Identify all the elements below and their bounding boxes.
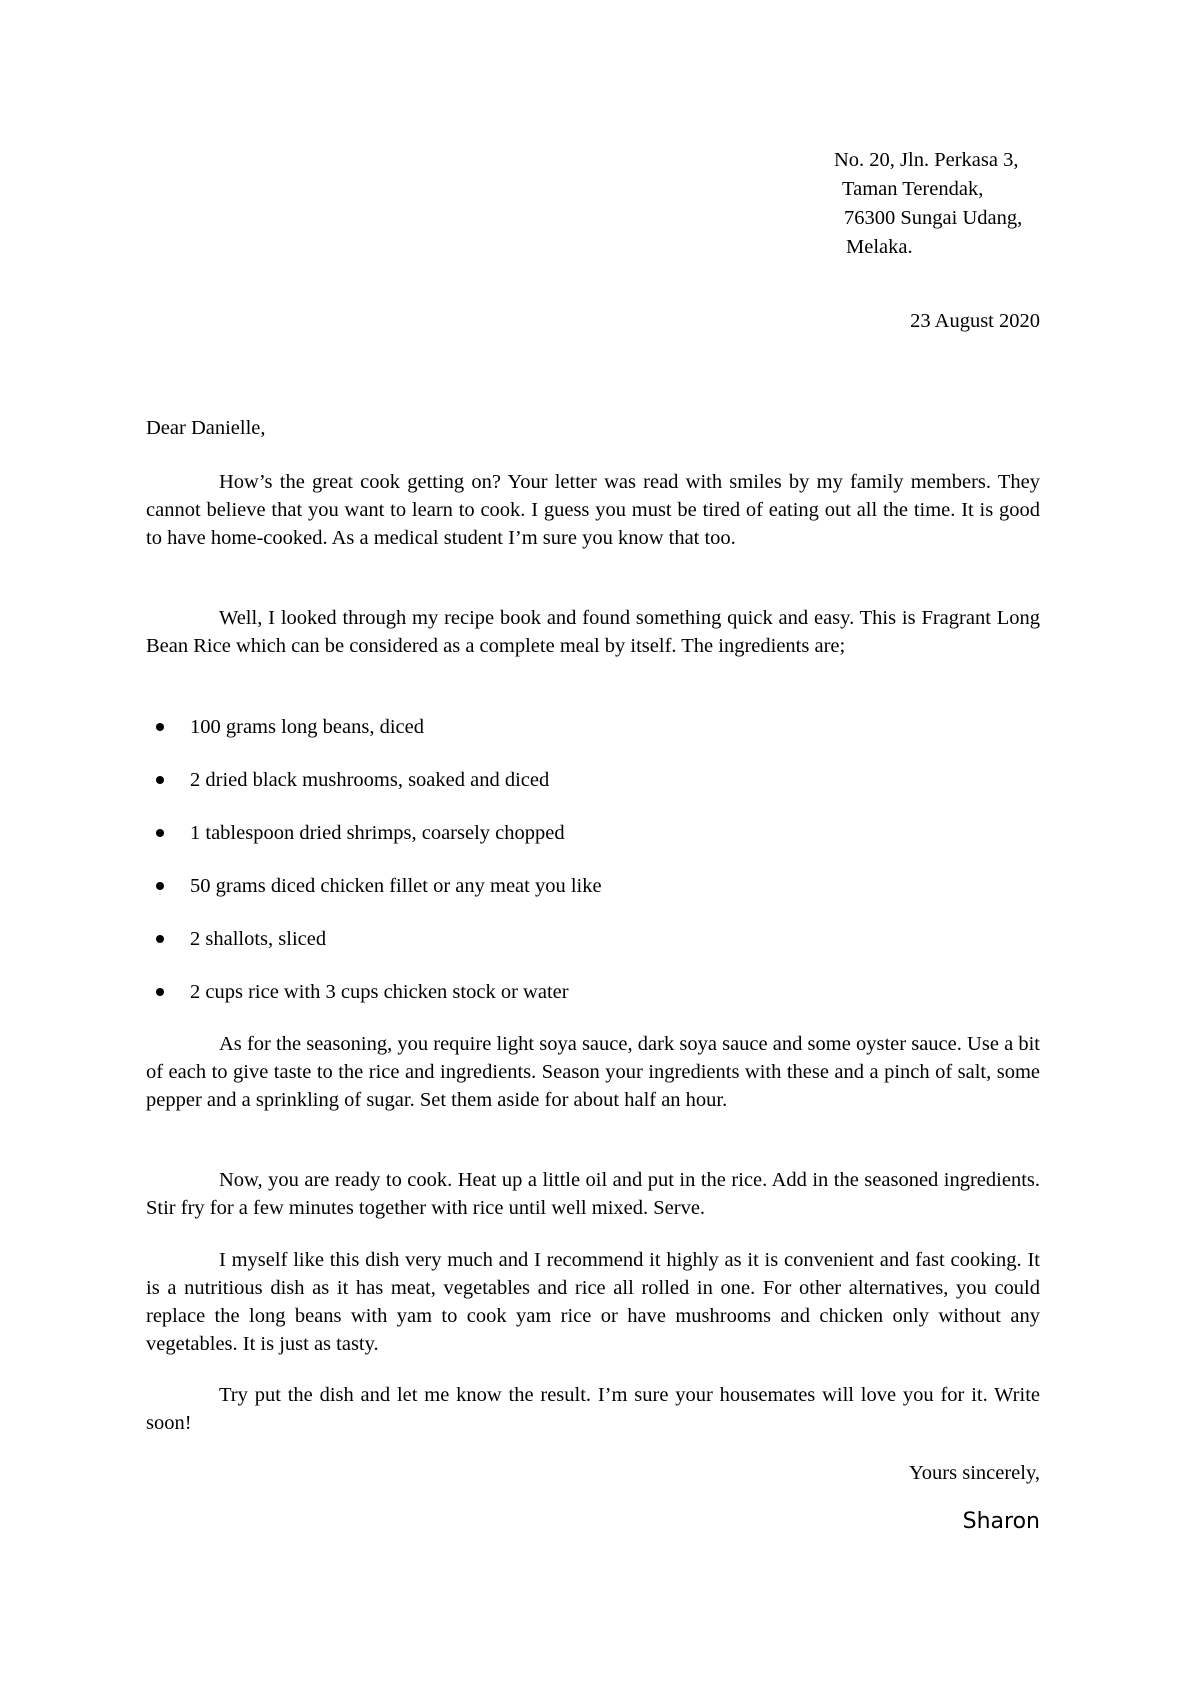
closing: Yours sincerely, — [909, 1462, 1040, 1484]
list-item — [146, 925, 1040, 978]
paragraph — [146, 1030, 1040, 1114]
list-item — [146, 766, 1040, 819]
ingredient-text: 50 grams diced chicken fillet or any meat you like — [190, 875, 602, 897]
bullet-icon — [156, 935, 164, 943]
ingredient-text: 2 cups rice with 3 cups chicken stock or water — [190, 981, 569, 1003]
ingredient-text: 2 dried black mushrooms, soaked and diced — [190, 769, 550, 791]
paragraph-text: I myself like this dish very much and I recommend it highly as it is convenient and fast cooking. It is a nutritious dish as it has meat, vegetables and rice all rolled in one. For other alternatives, you could replace the long beans with yam to cook yam rice or have mushrooms and chicken only without any vegetables. It is just as tasty. — [146, 1249, 1040, 1355]
paragraph-text: Now, you are ready to cook. Heat up a little oil and put in the rice. Add in the seasoned ingredients. Stir fry for a few minutes together with rice until well mixed. Serve. — [146, 1169, 1040, 1219]
list-item — [146, 978, 1040, 1031]
paragraph-text: As for the seasoning, you require light soya sauce, dark soya sauce and some oyster sauce. Use a bit of each to give taste to the rice and ingredients. Season your ingredients with these and a pinch of salt, some pepper and a sprinkling of sugar. Set them aside for about half an hour. — [146, 1033, 1040, 1111]
bullet-icon — [156, 723, 164, 731]
paragraph-text: Try put the dish and let me know the result. I’m sure your housemates will love you for it. Write soon! — [146, 1384, 1040, 1434]
address-line: No. 20, Jln. Perkasa 3, — [834, 149, 1019, 171]
address-line: 76300 Sungai Udang, — [844, 207, 1023, 229]
bullet-icon — [156, 882, 164, 890]
paragraph — [146, 1381, 1040, 1437]
paragraph — [146, 1166, 1040, 1222]
list-item — [146, 872, 1040, 925]
list-item — [146, 713, 1040, 766]
paragraph — [146, 604, 1040, 660]
bullet-icon — [156, 776, 164, 784]
paragraph-text: How’s the great cook getting on? Your letter was read with smiles by my family members. They cannot believe that you want to learn to cook. I guess you must be tired of eating out all the time. It is good to have home-cooked. As a medical student I’m sure you know that too. — [146, 471, 1040, 549]
paragraph-text: Well, I looked through my recipe book and found something quick and easy. This is Fragrant Long Bean Rice which can be considered as a complete meal by itself. The ingredients are; — [146, 607, 1040, 657]
ingredient-text: 2 shallots, sliced — [190, 928, 327, 950]
sender-address — [834, 146, 1022, 262]
list-item — [146, 819, 1040, 872]
salutation: Dear Danielle, — [146, 417, 266, 439]
ingredients-list — [146, 713, 1040, 1031]
address-line: Taman Terendak, — [842, 178, 984, 200]
letter-date: 23 August 2020 — [910, 310, 1040, 332]
ingredient-text: 1 tablespoon dried shrimps, coarsely chopped — [190, 822, 565, 844]
paragraph — [146, 1246, 1040, 1358]
bullet-icon — [156, 829, 164, 837]
signature: Sharon — [962, 1509, 1040, 1534]
ingredient-text: 100 grams long beans, diced — [190, 716, 424, 738]
address-line: Melaka. — [846, 236, 913, 258]
paragraph — [146, 468, 1040, 552]
bullet-icon — [156, 988, 164, 996]
